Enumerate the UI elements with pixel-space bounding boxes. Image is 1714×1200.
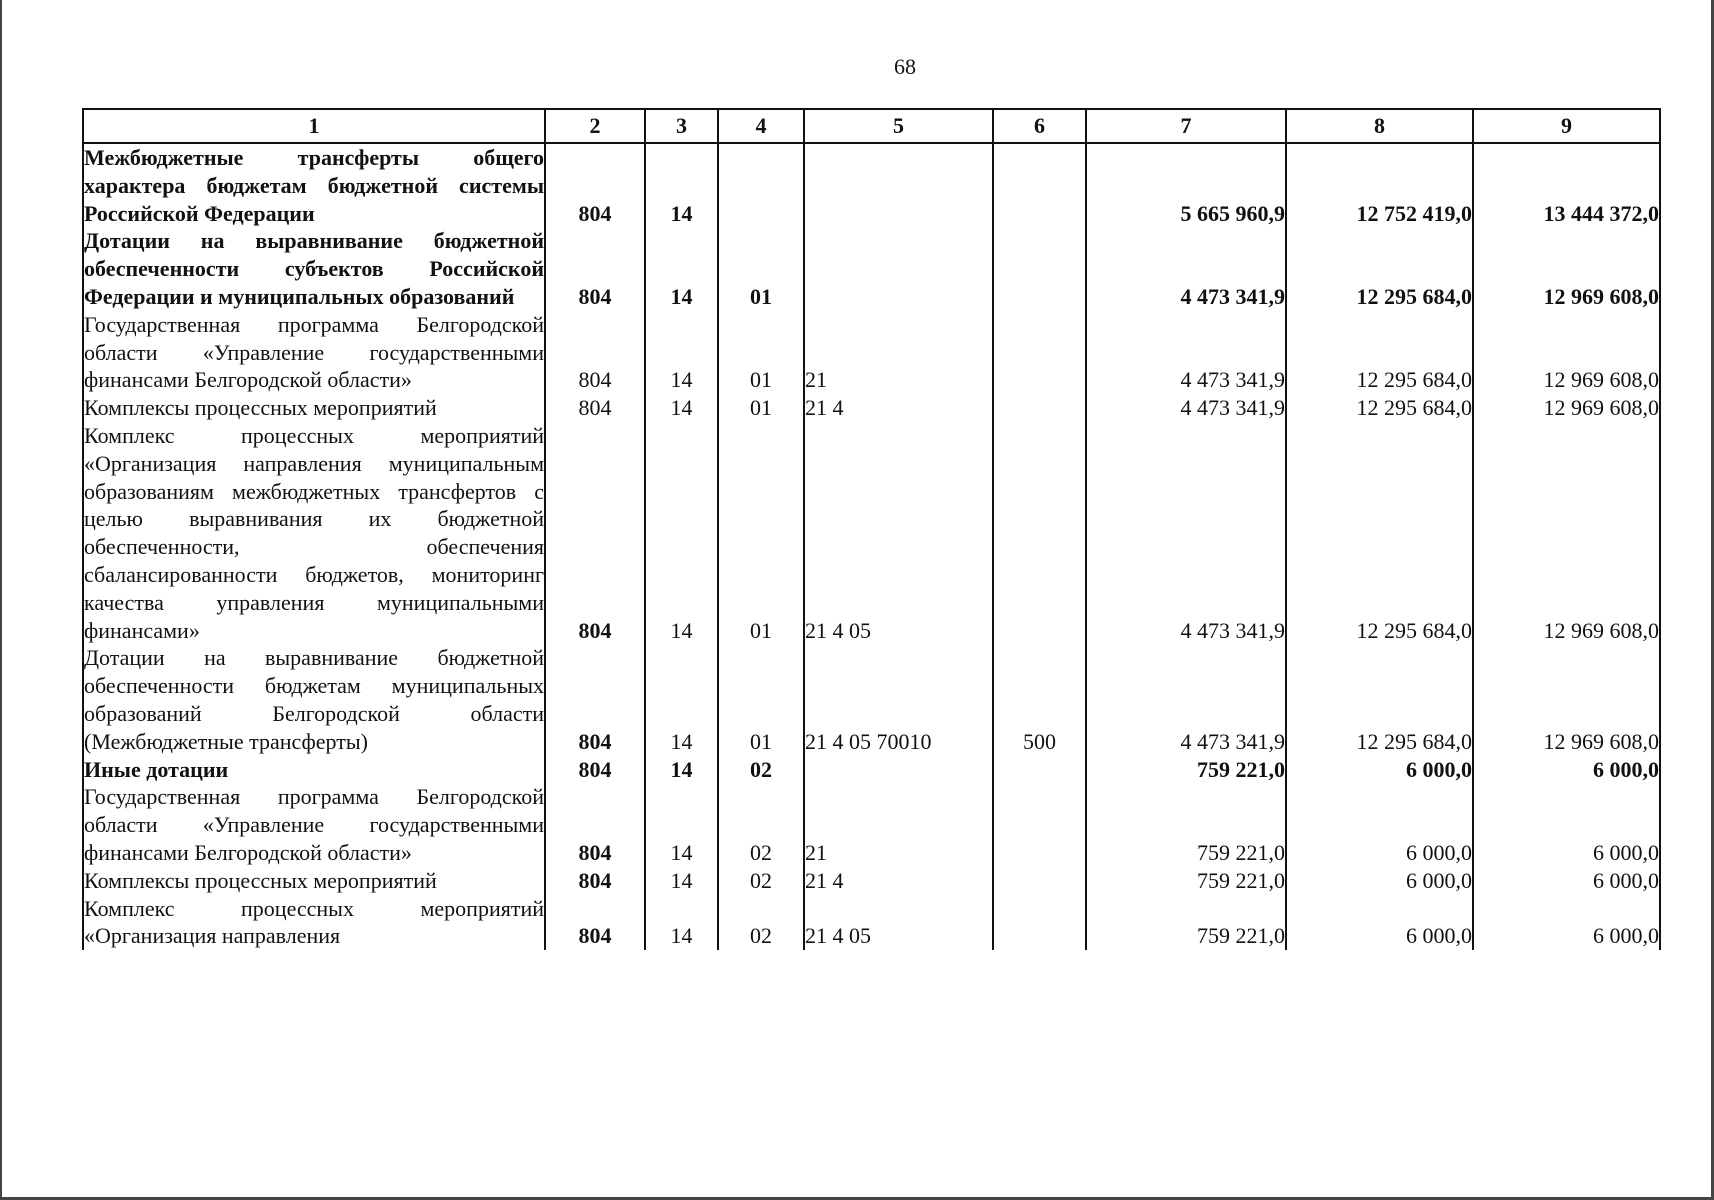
row-section-code: 804 [545,644,645,755]
row-target-article: 21 [804,783,993,866]
row-expense-type [993,143,1086,227]
row-chapter-code: 14 [645,394,718,422]
row-amount-col9: 6 000,0 [1473,895,1660,951]
row-target-article: 21 4 [804,394,993,422]
row-subsection-code [718,143,804,227]
table-row [83,783,1660,866]
row-name: Комплексы процессных мероприятий [83,867,545,895]
row-name: Государственная программа Белгородской области «Управление государственными финансами Белгородской области» [84,784,544,865]
row-chapter-code: 14 [645,867,718,895]
row-subsection-code: 02 [718,756,804,784]
row-expense-type [993,227,1086,310]
header-cell-4: 4 [718,109,804,143]
row-target-article: 21 4 05 70010 [804,644,993,755]
header-cell-3: 3 [645,109,718,143]
row-name: Комплекс процессных мероприятий «Организация направления муниципальным образованиям межбюджетных трансфертов с целью выравнивания их бюджетной обеспеченности, обеспечения сбалансированности бюджетов, мониторинг качества управления муниципальными финансами» [84,422,544,643]
row-target-article [804,227,993,310]
row-target-article: 21 4 05 [804,895,993,951]
row-name: Комплексы процессных мероприятий [83,394,545,422]
row-chapter-code: 14 [645,783,718,866]
row-section-code: 804 [545,143,645,227]
row-chapter-code: 14 [645,227,718,310]
row-name: Комплекс процессных мероприятий «Организация направления [84,895,544,949]
row-amount-col8: 12 295 684,0 [1286,422,1473,644]
row-section-code: 804 [545,227,645,310]
header-cell-8: 8 [1286,109,1473,143]
row-section-code: 804 [545,394,645,422]
row-subsection-code: 01 [718,311,804,394]
row-expense-type [993,311,1086,394]
row-amount-col7: 4 473 341,9 [1086,394,1286,422]
row-amount-col8: 6 000,0 [1286,756,1473,784]
row-amount-col9: 6 000,0 [1473,867,1660,895]
table-row [83,227,1660,310]
row-chapter-code: 14 [645,756,718,784]
row-expense-type [993,895,1086,951]
row-name: Государственная программа Белгородской области «Управление государственными финансами Белгородской области» [84,311,544,393]
row-amount-col8: 12 295 684,0 [1286,394,1473,422]
row-expense-type [993,756,1086,784]
row-amount-col8: 12 295 684,0 [1286,227,1473,310]
row-subsection-code: 01 [718,644,804,755]
row-name: Межбюджетные трансферты общего характера бюджетам бюджетной системы Российской Федерации [84,145,544,226]
row-chapter-code: 14 [645,311,718,394]
row-amount-col8: 12 295 684,0 [1286,644,1473,755]
row-target-article: 21 4 [804,867,993,895]
row-subsection-code: 01 [718,227,804,310]
row-amount-col8: 6 000,0 [1286,867,1473,895]
header-row [83,109,1660,143]
row-expense-type [993,783,1086,866]
scan-border-left [0,0,2,1200]
row-amount-col8: 6 000,0 [1286,895,1473,951]
row-subsection-code: 01 [718,394,804,422]
row-expense-type [993,394,1086,422]
row-name: Иные дотации [83,756,545,784]
header-cell-2: 2 [545,109,645,143]
row-amount-col7: 4 473 341,9 [1086,644,1286,755]
row-target-article: 21 4 05 [804,422,993,644]
row-amount-col9: 6 000,0 [1473,756,1660,784]
header-cell-5: 5 [804,109,993,143]
row-amount-col8: 6 000,0 [1286,783,1473,866]
row-subsection-code: 02 [718,783,804,866]
row-subsection-code: 01 [718,422,804,644]
row-amount-col8: 12 295 684,0 [1286,311,1473,394]
table-row [83,756,1660,784]
header-cell-1: 1 [83,109,545,143]
row-chapter-code: 14 [645,644,718,755]
table-row [83,394,1660,422]
header-cell-7: 7 [1086,109,1286,143]
row-name: Дотации на выравнивание бюджетной обеспеченности субъектов Российской Федерации и муниципальных образований [84,228,544,309]
row-amount-col8: 12 752 419,0 [1286,143,1473,227]
row-amount-col7: 4 473 341,9 [1086,422,1286,644]
row-amount-col7: 4 473 341,9 [1086,227,1286,310]
row-name: Дотации на выравнивание бюджетной обеспеченности бюджетам муниципальных образований Белгородской области (Межбюджетные трансферты) [84,645,544,754]
row-amount-col9: 13 444 372,0 [1473,143,1660,227]
row-chapter-code: 14 [645,422,718,644]
row-section-code: 804 [545,422,645,644]
row-subsection-code: 02 [718,895,804,951]
table-row [83,143,1660,227]
header-cell-6: 6 [993,109,1086,143]
row-chapter-code: 14 [645,143,718,227]
row-section-code: 804 [545,756,645,784]
row-section-code: 804 [545,895,645,951]
row-chapter-code: 14 [645,895,718,951]
table-body [83,143,1660,950]
row-amount-col7: 4 473 341,9 [1086,311,1286,394]
row-amount-col7: 759 221,0 [1086,783,1286,866]
row-amount-col7: 759 221,0 [1086,895,1286,951]
row-expense-type [993,867,1086,895]
budget-table [82,108,1661,950]
table-row [83,895,1660,951]
row-amount-col7: 5 665 960,9 [1086,143,1286,227]
row-amount-col7: 759 221,0 [1086,867,1286,895]
table-row [83,644,1660,755]
row-target-article [804,143,993,227]
row-amount-col9: 6 000,0 [1473,783,1660,866]
row-amount-col9: 12 969 608,0 [1473,394,1660,422]
table-row [83,311,1660,394]
row-expense-type [993,422,1086,644]
row-section-code: 804 [545,311,645,394]
header-cell-9: 9 [1473,109,1660,143]
row-section-code: 804 [545,867,645,895]
row-amount-col9: 12 969 608,0 [1473,644,1660,755]
row-target-article [804,756,993,784]
table-row [83,422,1660,644]
table-row [83,867,1660,895]
row-amount-col9: 12 969 608,0 [1473,311,1660,394]
row-amount-col9: 12 969 608,0 [1473,422,1660,644]
row-subsection-code: 02 [718,867,804,895]
row-amount-col7: 759 221,0 [1086,756,1286,784]
row-amount-col9: 12 969 608,0 [1473,227,1660,310]
row-expense-type: 500 [993,644,1086,755]
row-target-article: 21 [804,311,993,394]
page-number: 68 [894,54,916,79]
row-section-code: 804 [545,783,645,866]
